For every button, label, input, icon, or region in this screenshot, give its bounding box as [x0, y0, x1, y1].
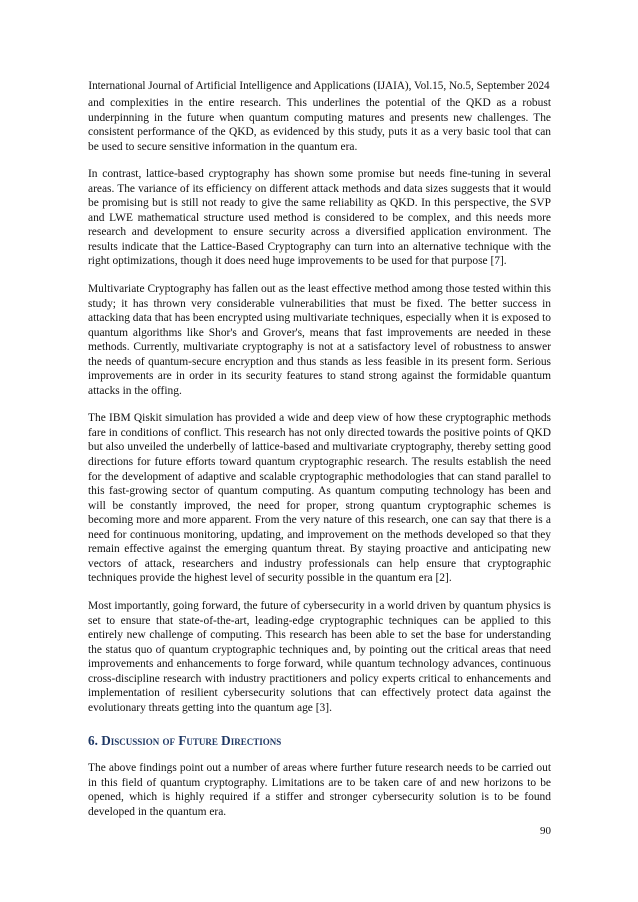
page-number: 90 — [540, 825, 551, 837]
body-paragraph-1: and complexities in the entire research. This underlines the potential of the QKD as a robust underpinning in the future when quantum computing matures and presents new challenges. The consistent performance of the QKD, as evidenced by this study, puts it as a very basic tool that can be used to secure sensitive information in the quantum era. — [88, 97, 551, 153]
body-paragraph-3: Multivariate Cryptography has fallen out as the least effective method among those tested within this study; it has thrown very considerable vulnerabilities that must be fixed. The better success in attacking data that has been encrypted using multivariate techniques, especially when it is exposed to quantum algorithms like Shor's and Grover's, means that fast improvements are needed in these methods. Currently, multivariate cryptography is not at a satisfactory level of robustness to answer the needs of quantum-secure encryption and thus stands as less feasible in its present form. Serious improvements are in order in its security features to stand strong against the formidable quantum attacks in the offing. — [88, 283, 551, 397]
body-paragraph-4: The IBM Qiskit simulation has provided a wide and deep view of how these cryptographic methods fare in conditions of conflict. This research has not only directed towards the positive points of QKD but also unveiled the underbelly of lattice-based and multivariate cryptography, thereby setting good directions for future efforts toward quantum cryptographic research. The results establish the need for the development of adaptive and scalable cryptographic methodologies that can stand parallel to this fast-growing sector of quantum computing. As quantum computing technology has been and will be constantly improved, the need for proper, strong quantum cryptographic schemes is becoming more and more apparent. From the very nature of this research, one can say that there is a need for continuous monitoring, updating, and improvement on the methods developed so that they remain effective against the emerging quantum threat. By staying proactive and anticipating new vectors of attack, researchers and industry professionals can help ensure that cryptographic techniques provide the highest level of security possible in the quantum era [2]. — [88, 412, 551, 585]
body-paragraph-2: In contrast, lattice-based cryptography has shown some promise but needs fine-tuning in several areas. The variance of its efficiency on different attack methods and data sizes suggests that it would be promising but is still not ready to give the same reliability as QKD. In this perspective, the SVP and LWE mathematical structure used method is considered to be complex, and this needs more research and development to ensure security across a diversified application environment. The results indicate that the Lattice-Based Cryptography can turn into an alternative technique with the right optimizations, though it does need huge improvements to be used for that purpose [7]. — [88, 168, 551, 268]
page-body — [88, 96, 551, 833]
section-number: 6. — [88, 733, 98, 749]
section-paragraph: The above findings point out a number of areas where further future research needs to be carried out in this field of quantum cryptography. Limitations are to be taken care of and new horizons to be opened, which is highly required if a stiffer and stronger cybersecurity solution is to be found developed in the quantum era. — [88, 762, 551, 818]
body-paragraph-5: Most importantly, going forward, the future of cybersecurity in a world driven by quantum physics is set to ensure that state-of-the-art, leading-edge cryptographic techniques can be applied to this entirely new challenge of computing. This research has been able to set the base for understanding the status quo of quantum cryptographic techniques and, by pointing out the critical areas that need improvements and enhancements to forge forward, while quantum technology advances, continuous cross-discipline research with industry practitioners and policy experts critical to enhancements and implementation of resilient cybersecurity solutions that can effectively protect data against the evolutionary threats getting into the quantum age [3]. — [88, 599, 551, 714]
section-title: Discussion of Future Directions — [101, 733, 282, 749]
section-heading — [88, 733, 551, 749]
running-header: International Journal of Artificial Intelligence and Applications (IJAIA), Vol.15, No.5, September 2024 — [88, 80, 550, 92]
